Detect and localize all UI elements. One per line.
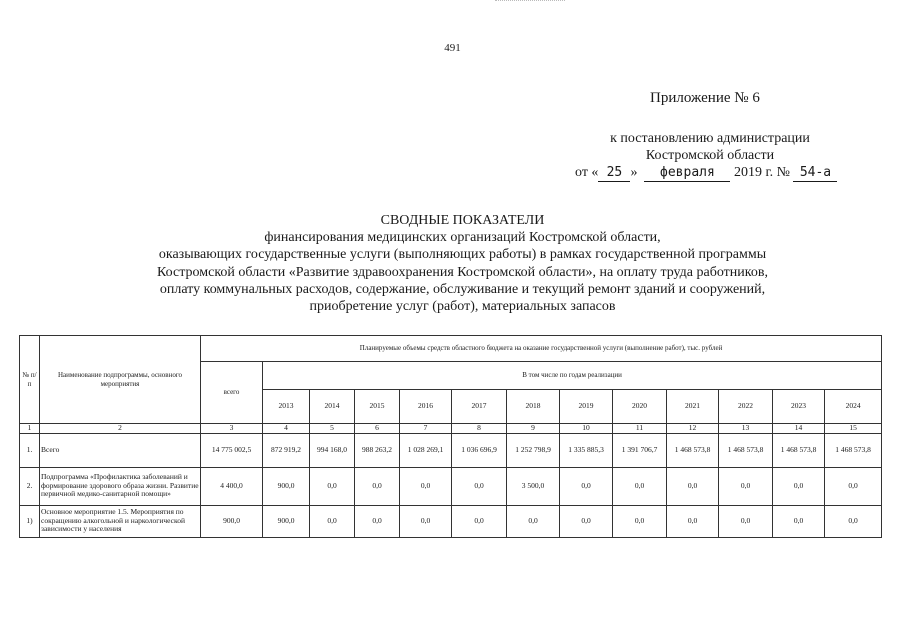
header-planned: Планируемые объемы средств областного бюджета на оказание государственной услуги (выполнение работ), тыс. рублей xyxy=(201,336,882,362)
row-value: 0,0 xyxy=(355,467,400,505)
row-value: 994 168,0 xyxy=(310,433,355,467)
header-number: № п/п xyxy=(20,336,40,424)
title-line-4: Костромской области «Развитие здравоохранения Костромской области», на оплату труда работников, xyxy=(157,264,768,280)
row-name: Подпрограмма «Профилактика заболеваний и формирование здорового образа жизни. Развитие первичной медико-санитарной помощи» xyxy=(40,467,201,505)
row-value: 0,0 xyxy=(452,467,507,505)
row-value: 0,0 xyxy=(355,505,400,537)
row-value: 0,0 xyxy=(400,467,452,505)
row-value: 1 391 706,7 xyxy=(613,433,667,467)
row-value: 1 468 573,8 xyxy=(667,433,719,467)
column-number: 2 xyxy=(40,424,201,434)
decree-reference xyxy=(575,130,845,182)
row-value: 0,0 xyxy=(452,505,507,537)
header-total: всего xyxy=(201,362,263,424)
row-name: Всего xyxy=(40,433,201,467)
column-number: 13 xyxy=(719,424,773,434)
year-header: 2023 xyxy=(773,390,825,424)
table-row xyxy=(20,505,882,537)
decree-line-3 xyxy=(575,164,845,182)
row-value: 0,0 xyxy=(773,467,825,505)
title-line-2: финансирования медицинских организаций Костромской области, xyxy=(264,230,661,246)
row-value: 900,0 xyxy=(263,505,310,537)
year-header: 2024 xyxy=(825,390,882,424)
row-name: Основное мероприятие 1.5. Мероприятия по сокращению алкогольной и наркологической зависимости у населения xyxy=(40,505,201,537)
column-number-row xyxy=(20,424,882,434)
table-body xyxy=(20,433,882,537)
row-value: 0,0 xyxy=(310,467,355,505)
row-value: 0,0 xyxy=(560,467,613,505)
decree-from: от « xyxy=(575,165,599,180)
column-number: 8 xyxy=(452,424,507,434)
page-number: 491 xyxy=(444,42,461,54)
header-name: Наименование подпрограммы, основного мероприятия xyxy=(40,336,201,424)
row-value: 0,0 xyxy=(719,505,773,537)
row-value: 0,0 xyxy=(825,505,882,537)
column-number: 9 xyxy=(507,424,560,434)
row-value: 3 500,0 xyxy=(507,467,560,505)
column-number: 15 xyxy=(825,424,882,434)
year-header: 2015 xyxy=(355,390,400,424)
column-number: 1 xyxy=(20,424,40,434)
table-row xyxy=(20,467,882,505)
decree-day: 25 xyxy=(598,164,630,182)
row-number: 2. xyxy=(20,467,40,505)
column-number: 3 xyxy=(201,424,263,434)
row-value: 900,0 xyxy=(263,467,310,505)
row-value: 0,0 xyxy=(310,505,355,537)
row-value: 1 468 573,8 xyxy=(773,433,825,467)
column-number: 5 xyxy=(310,424,355,434)
year-header: 2014 xyxy=(310,390,355,424)
column-number: 12 xyxy=(667,424,719,434)
row-value: 0,0 xyxy=(667,467,719,505)
column-number: 11 xyxy=(613,424,667,434)
row-value: 0,0 xyxy=(719,467,773,505)
row-value: 1 335 885,3 xyxy=(560,433,613,467)
row-value: 0,0 xyxy=(400,505,452,537)
row-value: 1 252 798,9 xyxy=(507,433,560,467)
row-value: 0,0 xyxy=(825,467,882,505)
row-value: 1 468 573,8 xyxy=(719,433,773,467)
title-line-1: СВОДНЫЕ ПОКАЗАТЕЛИ xyxy=(380,213,545,228)
decree-month: февраля xyxy=(644,164,730,182)
row-value: 0,0 xyxy=(613,505,667,537)
year-header: 2020 xyxy=(613,390,667,424)
row-value: 988 263,2 xyxy=(355,433,400,467)
row-number: 1. xyxy=(20,433,40,467)
financing-table xyxy=(19,335,882,538)
row-number: 1) xyxy=(20,505,40,537)
document-title xyxy=(95,212,830,315)
column-number: 10 xyxy=(560,424,613,434)
column-number: 14 xyxy=(773,424,825,434)
decree-year: 2019 г. № xyxy=(733,165,790,180)
table-row xyxy=(20,433,882,467)
title-line-6: приобретение услуг (работ), материальных запасов xyxy=(309,299,616,315)
header-by-years: В том числе по годам реализации xyxy=(263,362,882,390)
title-line-3: оказывающих государственные услуги (выполняющих работы) в рамках государственной программы xyxy=(158,247,767,263)
top-edge-mark xyxy=(495,0,565,4)
column-number: 7 xyxy=(400,424,452,434)
decree-number: 54-а xyxy=(793,164,837,182)
year-header: 2019 xyxy=(560,390,613,424)
year-header: 2022 xyxy=(719,390,773,424)
decree-line-1: к постановлению администрации xyxy=(610,131,810,146)
row-value: 0,0 xyxy=(507,505,560,537)
row-value: 872 919,2 xyxy=(263,433,310,467)
year-header: 2021 xyxy=(667,390,719,424)
row-value: 0,0 xyxy=(773,505,825,537)
year-header: 2013 xyxy=(263,390,310,424)
row-total: 14 775 002,5 xyxy=(201,433,263,467)
row-value: 1 028 269,1 xyxy=(400,433,452,467)
row-value: 0,0 xyxy=(613,467,667,505)
row-value: 0,0 xyxy=(560,505,613,537)
row-value: 1 036 696,9 xyxy=(452,433,507,467)
column-number: 6 xyxy=(355,424,400,434)
decree-line-2: Костромской области xyxy=(645,148,775,163)
title-line-5: оплату коммунальных расходов, содержание, обслуживание и текущий ремонт зданий и сооружений, xyxy=(159,281,766,297)
appendix-label: Приложение № 6 xyxy=(650,90,760,106)
year-header: 2017 xyxy=(452,390,507,424)
row-total: 4 400,0 xyxy=(201,467,263,505)
decree-quote-close: » xyxy=(630,165,638,180)
year-header: 2016 xyxy=(400,390,452,424)
row-value: 0,0 xyxy=(667,505,719,537)
year-header: 2018 xyxy=(507,390,560,424)
row-total: 900,0 xyxy=(201,505,263,537)
column-number: 4 xyxy=(263,424,310,434)
row-value: 1 468 573,8 xyxy=(825,433,882,467)
